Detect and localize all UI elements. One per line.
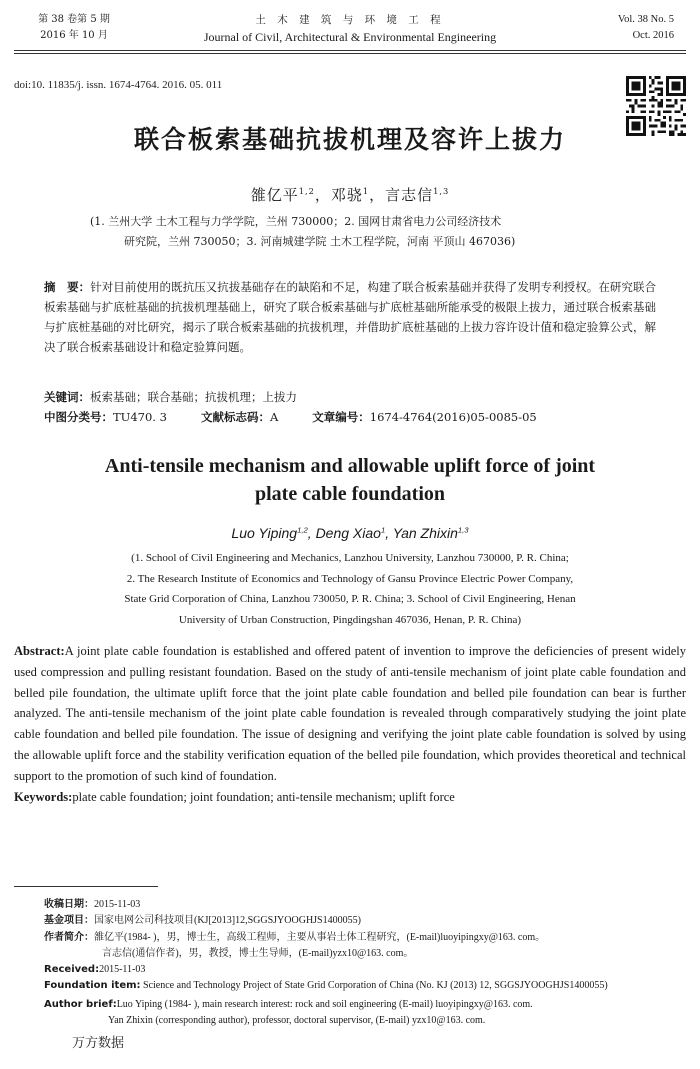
received-cn-value: 2015-11-03 xyxy=(94,899,141,910)
author-en-name-2: Deng Xiao xyxy=(315,525,381,541)
affiliation-en-line-1: (1. School of Civil Engineering and Mechanics, Lanzhou University, Lanzhou 730000, P. R. China; xyxy=(131,552,569,564)
author-affil-1: 1,2 xyxy=(298,186,315,196)
journal-name-en: Journal of Civil, Architectural & Environmental Engineering xyxy=(203,30,497,44)
fund-en-value: Science and Technology Project of State Grid Corporation of China (No. KJ (2013) 12, SGGSJYOOGHJS1400055) xyxy=(143,980,608,992)
authors-en: Luo Yiping$^{1,2}$, Deng Xiao$^1$, Yan Zhixin$^{1,3}$ xyxy=(231,525,469,541)
issue-date-cn: 2016 年 10 月 xyxy=(40,30,108,41)
author-en-affil-1: 1,2 xyxy=(297,525,308,535)
footnotes xyxy=(44,897,684,1029)
affiliation-en-line-2: 2. The Research Institute of Economics and Technology of Gansu Province Electric Power Company, xyxy=(126,572,574,585)
author-affil-2: 1 xyxy=(362,186,370,196)
article-title-en-line-1: Anti-tensile mechanism and allowable uplift force of joint xyxy=(104,455,596,477)
author-cn-value-2: 言志信(通信作者)，男，教授，博士生导师，(E-mail)yzx10@163. com。 xyxy=(102,947,414,959)
article-title-cn: 联合板索基础抗拔机理及容许上拔力 xyxy=(133,125,566,154)
issue-volume-en: Vol. 38 No. 5 xyxy=(617,14,674,25)
keywords-cn-text: 板索基础；联合基础；抗拔机理；上拔力 xyxy=(90,390,297,404)
received-en-label: Received: xyxy=(44,964,100,976)
fund-cn-label: 基金项目： xyxy=(44,915,94,927)
brief-en-value-2: Yan Zhixin (corresponding author), professor, doctoral supervisor, (E-mail) yzx10@163. com. xyxy=(108,1015,486,1027)
affiliation-en-line-3: State Grid Corporation of China, Lanzhou 730050, P. R. China; 3. School of Civil Engineering, Henan xyxy=(124,593,576,605)
affiliations-cn xyxy=(90,212,630,252)
affiliation-cn-line-1: (1. 兰州大学 土木工程与力学学院，兰州 730000；2. 国网甘肃省电力公司经济技术 xyxy=(90,215,502,228)
affiliation-en-line-4: University of Urban Construction, Pingdingshan 467036, Henan, P. R. China) xyxy=(178,613,522,626)
keywords-en-label: Keywords: xyxy=(14,789,73,804)
abstract-cn-text: 针对目前使用的既抗压又抗拔基础存在的缺陷和不足，构建了联合板索基础并获得了发明专利授权。在研究联合板索基础与扩底桩基础的抗拔机理基础上，研究了联合板索基础与扩底桩基础所能承受的极限上拔力，通过联合板索基础与扩底桩基础的对比研究，揭示了联合板索基础的抗拔机理，并借助扩底桩基础的上拔力容许设计值和稳定验算公式，解决了联合板索基础设计和稳定验算问题。 xyxy=(44,280,657,354)
author-name-1: 雒亿平 xyxy=(250,186,299,204)
author-name-2: 邓骁 xyxy=(330,186,363,204)
abstract-cn xyxy=(44,277,656,357)
author-cn-label: 作者简介： xyxy=(44,931,94,943)
header-rule-bottom xyxy=(14,53,686,54)
watermark-text: 万方数据 xyxy=(72,1036,125,1051)
keywords-cn xyxy=(44,388,656,406)
doc-code-value: A xyxy=(269,410,279,424)
affiliation-cn-line-2: 研究院，兰州 730050；3. 河南城建学院 土木工程学院，河南 平顶山 467036) xyxy=(124,235,516,248)
article-title-en xyxy=(40,452,660,508)
brief-en-value-1: Luo Yiping (1984- ), main research interest: rock and soil engineering (E-mail) luoyipingxy@163. com. xyxy=(116,998,533,1010)
clc-value: TU470. 3 xyxy=(113,410,167,424)
footnote-rule xyxy=(14,886,158,887)
doc-code-label: 文献标志码： xyxy=(200,410,270,424)
keywords-en xyxy=(14,787,686,808)
author-sep-2: ， xyxy=(369,186,386,204)
issue-volume-cn: 第 38 卷第 5 期 xyxy=(38,14,110,25)
journal-issue-en xyxy=(582,12,674,44)
author-sep-1: ， xyxy=(314,186,331,204)
brief-en-label: Author brief: xyxy=(44,998,117,1010)
doi-link[interactable]: doi:10. 11835/j. issn. 1674-4764. 2016. 05. 011 xyxy=(14,79,223,91)
classification-cn xyxy=(44,408,656,426)
affiliations-en xyxy=(40,548,660,630)
author-en-affil-2: 1 xyxy=(380,525,386,535)
journal-name xyxy=(150,12,550,46)
author-en-name-1: Luo Yiping xyxy=(231,525,298,541)
header-rule-top xyxy=(14,50,686,51)
article-number-label: 文章编号： xyxy=(312,410,370,424)
author-affil-3: 1,3 xyxy=(433,186,450,196)
abstract-en-label: Abstract: xyxy=(14,644,65,658)
keywords-cn-label: 关键词： xyxy=(44,390,90,404)
issue-date-en: Oct. 2016 xyxy=(632,30,674,41)
author-name-3: 言志信 xyxy=(385,186,434,204)
article-number-value: 1674-4764(2016)05-0085-05 xyxy=(369,410,537,424)
fund-en-label: Foundation item: xyxy=(44,980,141,992)
clc-label: 中图分类号： xyxy=(44,410,113,424)
fund-cn-value: 国家电网公司科技项目(KJ[2013]12,SGGSJYOOGHJS1400055) xyxy=(94,915,361,927)
abstract-cn-label: 摘 要： xyxy=(44,280,91,294)
author-en-name-3: Yan Zhixin xyxy=(392,525,458,541)
author-cn-value-1: 雒亿平(1984- )，男，博士生，高级工程师，主要从事岩土体工程研究，(E-mail)luoyipingxy@163. com。 xyxy=(94,931,546,943)
received-en-value: 2015-11-03 xyxy=(99,964,146,976)
authors-cn xyxy=(50,184,650,205)
journal-name-cn: 土 木 建 筑 与 环 境 工 程 xyxy=(255,14,445,26)
article-title-en-line-2: plate cable foundation xyxy=(254,483,446,505)
abstract-en-text: A joint plate cable foundation is established and offered patent of invention to improve the deficiencies of present widely used compression and pulling resistant foundation. Based on the study of anti-tensile mechanism of joint plate cable foundation and belled pile foundation, the ultimate uplift force that the joint plate cable foundation and belled pile foundation can bear is further analyzed. The anti-tensile mechanism of the joint plate cable foundation is revealed through comparatively studying the joint plate cable foundation and belled pile foundation. The issue of designing and verifying the joint plate cable foundation is solved by using the allowable uplift force and the stability verification equation of the belled pile foundation, which provides theoretical and technical support to the promotion of such kind of foundation. xyxy=(14,644,686,783)
received-cn-label: 收稿日期： xyxy=(44,899,94,910)
keywords-en-text: plate cable foundation; joint foundation; anti-tensile mechanism; uplift force xyxy=(72,789,455,804)
abstract-en xyxy=(14,641,686,807)
author-en-affil-3: 1,3 xyxy=(457,525,469,535)
journal-issue-cn xyxy=(28,12,120,44)
